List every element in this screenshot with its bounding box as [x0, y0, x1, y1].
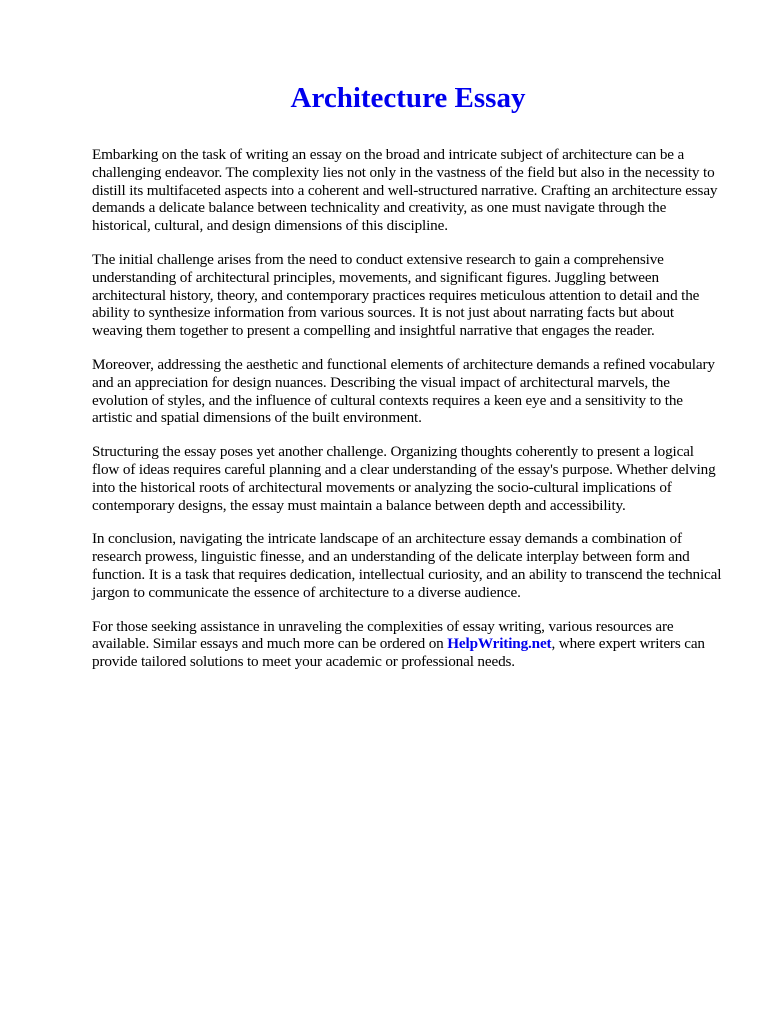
paragraph-conclusion: In conclusion, navigating the intricate landscape of an architecture essay demands a combination of research prowess, linguistic finesse, and an understanding of the delicate interplay between form and function. It is a task that requires dedication, intellectual curiosity, and an ability to transcend the technical jargon to communicate the essence of architecture to a diverse audience. [92, 530, 722, 601]
assistance-text-before: For those seeking assistance in unraveling the complexities of essay writing, various resources are available. Similar essays and much more can be ordered on [92, 617, 674, 653]
document-title: Architecture Essay [290, 82, 526, 114]
paragraph-assistance [92, 618, 724, 671]
paragraph-structure: Structuring the essay poses yet another challenge. Organizing thoughts coherently to present a logical flow of ideas requires careful planning and a clear understanding of the essay's purpose. Whether delving into the historical roots of architectural movements or analyzing the socio-cultural implications of contemporary designs, the essay must maintain a balance between depth and accessibility. [92, 443, 716, 514]
assistance-text-after: , where expert writers can provide tailored solutions to meet your academic or professional needs. [92, 635, 705, 671]
helpwriting-link[interactable]: HelpWriting.net [447, 635, 552, 653]
paragraph-intro: Embarking on the task of writing an essay on the broad and intricate subject of architecture can be a challenging endeavor. The complexity lies not only in the vastness of the field but also in the necessity to distill its multifaceted aspects into a coherent and well-structured narrative. Crafting an architecture essay demands a delicate balance between technicality and creativity, as one must navigate through the historical, cultural, and design dimensions of this discipline. [92, 146, 718, 235]
paragraph-aesthetics: Moreover, addressing the aesthetic and functional elements of architecture demands a refined vocabulary and an appreciation for design nuances. Describing the visual impact of architectural marvels, the evolution of styles, and the influence of cultural contexts requires a keen eye and a sensitivity to the artistic and spatial dimensions of the built environment. [92, 355, 715, 427]
document-body [92, 146, 724, 687]
paragraph-research: The initial challenge arises from the need to conduct extensive research to gain a comprehensive understanding of architectural principles, movements, and significant figures. Juggling between architectural history, theory, and contemporary practices requires meticulous attention to detail and the ability to synthesize information from various sources. It is not just about narrating facts but about weaving them together to present a compelling and insightful narrative that engages the reader. [92, 250, 700, 340]
